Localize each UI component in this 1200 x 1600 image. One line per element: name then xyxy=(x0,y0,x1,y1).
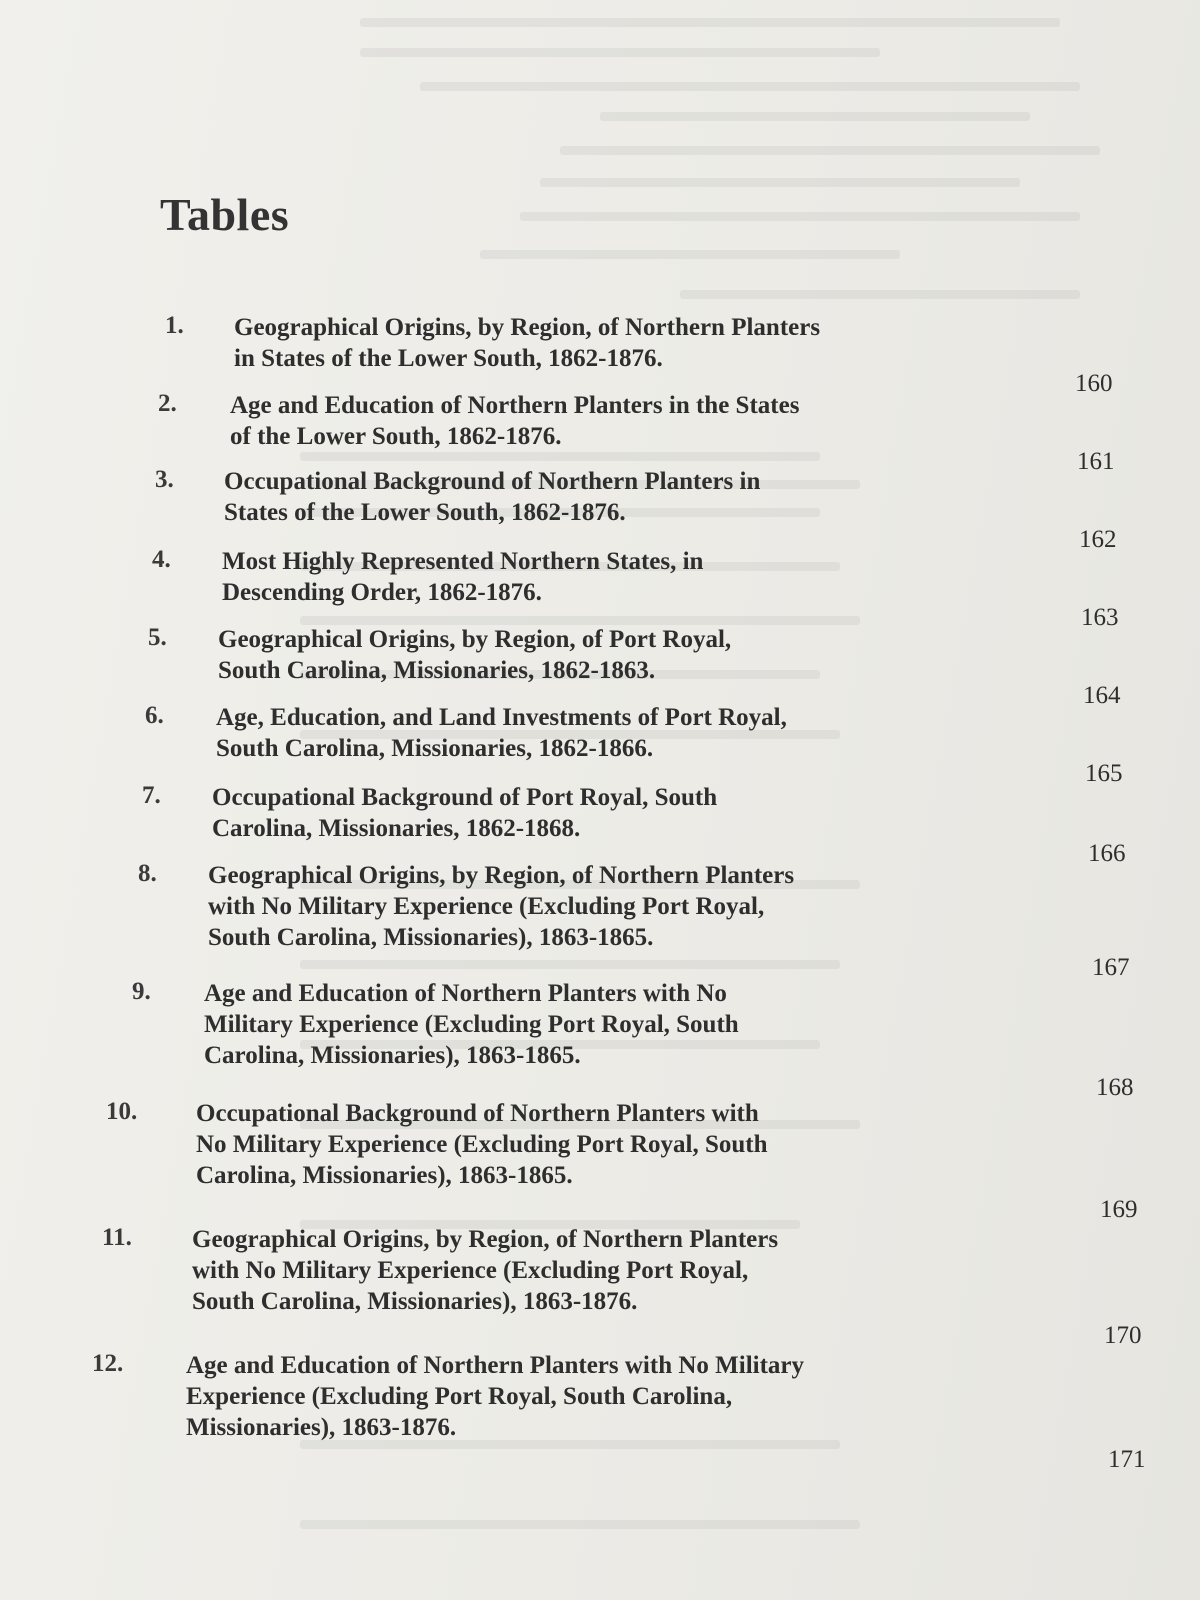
caption-line: Occupational Background of Northern Planters with xyxy=(196,1100,759,1127)
page-title: Tables xyxy=(160,189,290,240)
caption-line: South Carolina, Missionaries), 1863-1865. xyxy=(208,924,654,951)
table-number: 10. xyxy=(106,1098,138,1125)
table-number: 7. xyxy=(142,782,161,809)
caption-line: with No Military Experience (Excluding Port Royal, xyxy=(208,893,765,920)
table-caption xyxy=(224,466,760,528)
table-caption xyxy=(192,1224,778,1317)
page-number: 170 xyxy=(1104,1322,1142,1349)
caption-line: Carolina, Missionaries, 1862-1868. xyxy=(212,815,581,842)
page-number: 160 xyxy=(1075,370,1113,397)
caption-line: South Carolina, Missionaries, 1862-1863. xyxy=(218,657,656,684)
caption-line: in States of the Lower South, 1862-1876. xyxy=(234,345,663,372)
caption-line: Occupational Background of Northern Planters in xyxy=(224,468,761,495)
table-caption xyxy=(230,390,799,452)
page-number: 164 xyxy=(1083,682,1121,709)
caption-line: Military Experience (Excluding Port Royal, South xyxy=(204,1011,739,1038)
table-number: 6. xyxy=(145,702,164,729)
caption-line: Descending Order, 1862-1876. xyxy=(222,579,542,606)
table-number: 8. xyxy=(138,860,157,887)
page-number: 169 xyxy=(1100,1196,1138,1223)
page-number: 161 xyxy=(1077,448,1115,475)
caption-line: Most Highly Represented Northern States, in xyxy=(222,548,704,575)
caption-line: No Military Experience (Excluding Port Royal, South xyxy=(196,1131,768,1158)
caption-line: States of the Lower South, 1862-1876. xyxy=(224,499,626,526)
table-caption xyxy=(186,1350,804,1443)
table-number: 11. xyxy=(102,1224,132,1251)
table-caption xyxy=(212,782,717,844)
table-caption xyxy=(196,1098,768,1191)
page-number: 171 xyxy=(1108,1446,1146,1473)
page-number: 162 xyxy=(1079,526,1117,553)
table-number: 9. xyxy=(132,978,151,1005)
caption-line: South Carolina, Missionaries, 1862-1866. xyxy=(216,735,654,762)
caption-line: Geographical Origins, by Region, of Northern Planters xyxy=(192,1226,779,1253)
caption-line: Geographical Origins, by Region, of Northern Planters xyxy=(234,314,821,341)
caption-line: Age and Education of Northern Planters in the States xyxy=(230,392,800,419)
caption-line: Age, Education, and Land Investments of Port Royal, xyxy=(216,704,787,731)
caption-line: Experience (Excluding Port Royal, South Carolina, xyxy=(186,1383,733,1410)
caption-line: Age and Education of Northern Planters with No xyxy=(204,980,727,1007)
table-caption xyxy=(234,312,820,374)
caption-line: Missionaries), 1863-1876. xyxy=(186,1414,457,1441)
page-number: 163 xyxy=(1081,604,1119,631)
caption-line: Carolina, Missionaries), 1863-1865. xyxy=(196,1162,573,1189)
table-caption xyxy=(208,860,794,953)
caption-line: Carolina, Missionaries), 1863-1865. xyxy=(204,1042,581,1069)
table-caption xyxy=(216,702,787,764)
caption-line: Age and Education of Northern Planters with No Military xyxy=(186,1352,805,1379)
page-number: 167 xyxy=(1092,954,1130,981)
page-number: 166 xyxy=(1088,840,1126,867)
caption-line: South Carolina, Missionaries), 1863-1876. xyxy=(192,1288,638,1315)
caption-line: with No Military Experience (Excluding Port Royal, xyxy=(192,1257,749,1284)
caption-line: Occupational Background of Port Royal, South xyxy=(212,784,718,811)
page-number: 168 xyxy=(1096,1074,1134,1101)
table-caption xyxy=(222,546,703,608)
table-number: 2. xyxy=(158,390,177,417)
caption-line: Geographical Origins, by Region, of Northern Planters xyxy=(208,862,795,889)
caption-line: of the Lower South, 1862-1876. xyxy=(230,423,562,450)
table-number: 3. xyxy=(155,466,174,493)
table-number: 12. xyxy=(92,1350,124,1377)
table-number: 1. xyxy=(165,312,184,339)
table-caption xyxy=(218,624,731,686)
table-number: 5. xyxy=(148,624,167,651)
table-caption xyxy=(204,978,739,1071)
caption-line: Geographical Origins, by Region, of Port Royal, xyxy=(218,626,732,653)
table-number: 4. xyxy=(152,546,171,573)
page-number: 165 xyxy=(1085,760,1123,787)
